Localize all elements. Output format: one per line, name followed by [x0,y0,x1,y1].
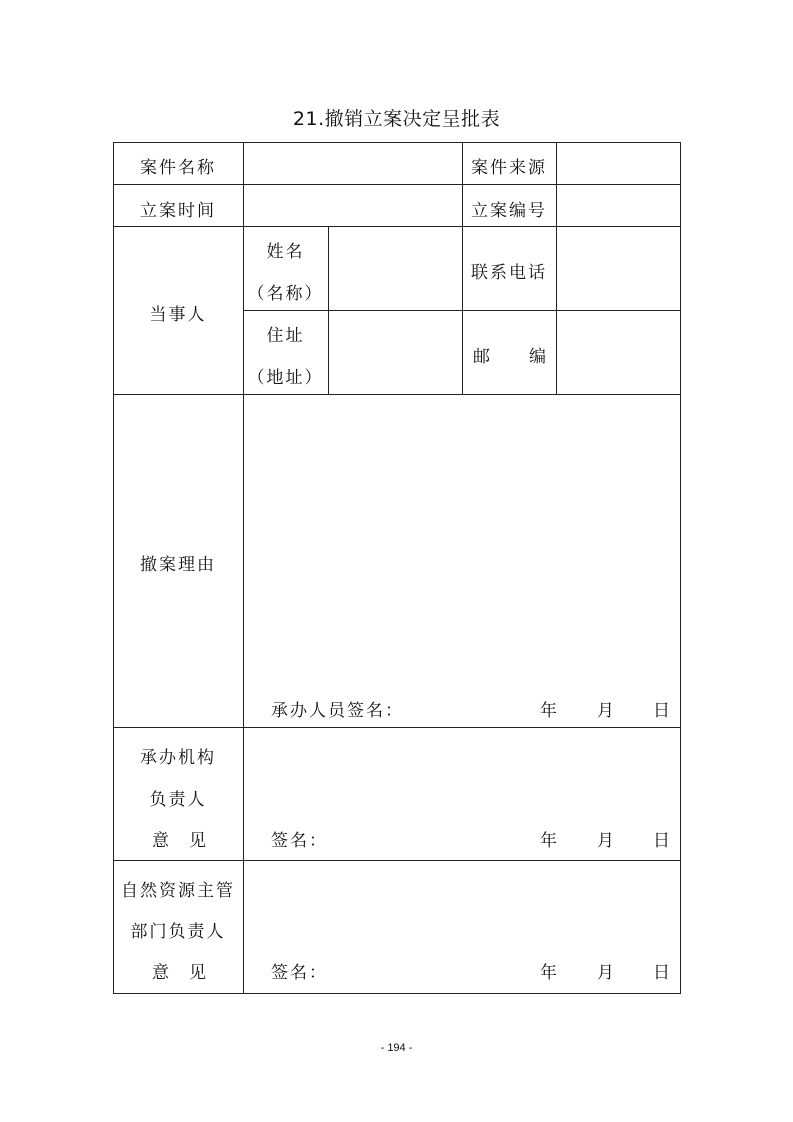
postcode-label-char2: 编 [529,347,548,367]
case-name-label: 案件名称 [140,158,216,178]
dept-head-label-line1: 自然资源主管 [121,881,235,901]
party-name-label-line2: （名称） [247,284,324,304]
filing-time-label: 立案时间 [140,201,216,221]
agency-opinion-char2: 见 [189,831,208,851]
form-title: 21.撤销立案决定呈批表 [292,108,501,130]
agency-head-label-line1: 承办机构 [140,748,216,768]
dept-head-label-line2: 部门负责人 [130,922,226,942]
dept-date-year: 年 [540,963,559,983]
agency-opinion-char1: 意 [152,831,171,851]
page-number: - 194 - [380,1042,413,1054]
row-divider [113,226,681,227]
party-address-label-line1: 住址 [266,326,305,346]
handler-date-month: 月 [597,701,616,721]
agency-date-month: 月 [597,831,616,851]
agency-head-label-line2: 负责人 [149,790,207,810]
agency-date-year: 年 [540,831,559,851]
dept-opinion-char1: 意 [152,963,171,983]
dept-date-month: 月 [597,963,616,983]
row-divider [113,184,681,185]
column-divider [556,142,557,394]
reason-label: 撤案理由 [140,555,216,575]
dept-date-day: 日 [653,963,672,983]
party-address-label-line2: （地址） [247,368,324,388]
postcode-label-char1: 邮 [473,347,492,367]
dept-signature-label: 签名： [271,963,328,983]
row-divider [113,394,681,395]
agency-signature-label: 签名： [271,831,328,851]
party-label: 当事人 [149,305,207,325]
handler-date-year: 年 [540,701,559,721]
filing-number-label: 立案编号 [471,201,547,221]
column-divider [243,142,244,994]
phone-label: 联系电话 [471,263,547,283]
agency-date-day: 日 [653,831,672,851]
handler-signature-label: 承办人员签名： [271,701,404,721]
column-divider [328,226,329,394]
case-source-label: 案件来源 [471,158,547,178]
dept-opinion-char2: 见 [189,963,208,983]
row-divider [113,727,681,728]
handler-date-day: 日 [653,701,672,721]
party-name-label-line1: 姓名 [266,242,305,262]
row-divider [113,860,681,861]
